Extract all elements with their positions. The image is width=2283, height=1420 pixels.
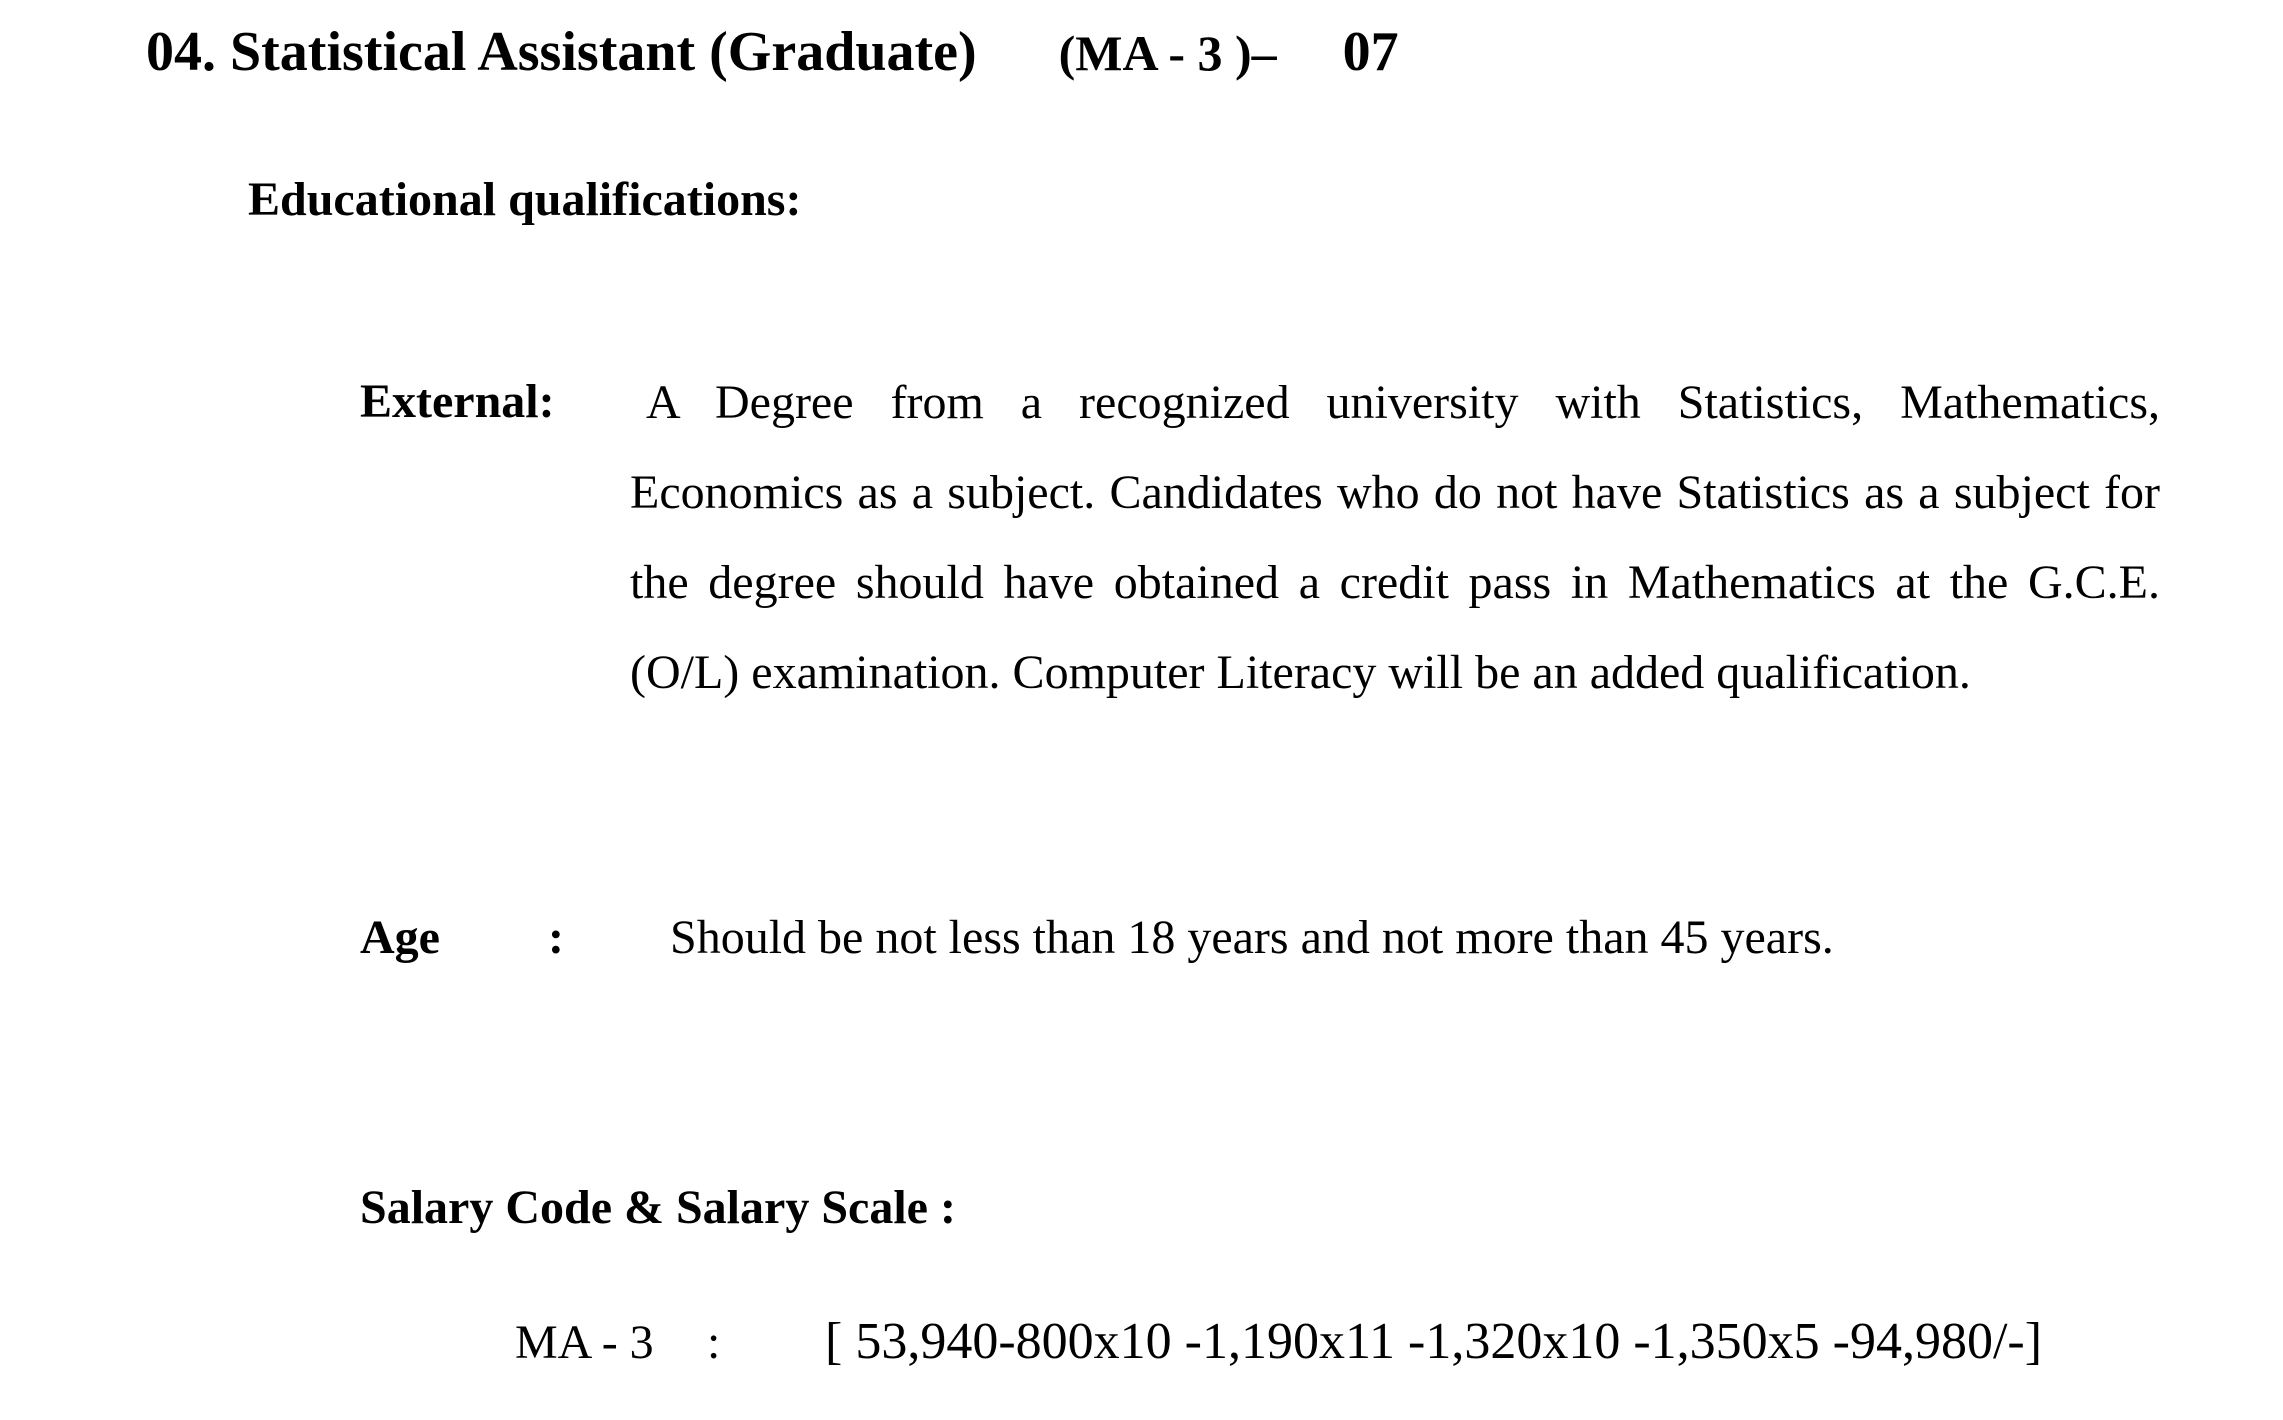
post-salary-code: (MA - 3 )– <box>1058 25 1277 81</box>
post-vacancy-count: 07 <box>1342 21 1399 83</box>
salary-scale-value: [ 53,940-800x10 -1,190x11 -1,320x10 -1,350x5 -94,980/-] <box>825 1313 2043 1370</box>
external-label: External: <box>360 375 555 428</box>
salary-colon: : <box>707 1316 721 1369</box>
education-heading: Educational qualifications: <box>248 173 802 226</box>
post-title: 04. Statistical Assistant (Graduate) <box>146 21 977 83</box>
age-label: Age <box>360 911 440 964</box>
post-heading <box>146 20 1399 84</box>
age-requirement-text: Should be not less than 18 years and not more than 45 years. <box>670 911 1834 964</box>
salary-code: MA - 3 <box>515 1316 654 1369</box>
external-qualification-text: A Degree from a recognized university with Statistics, Mathematics, Economics as a subject. Candidates who do not have Statistics as a subject for the degree should have obtained a credit pass in Mathematics at the G.C.E. (O/L) examination. Computer Literacy will be an added qualification. <box>630 376 2160 699</box>
salary-heading: Salary Code & Salary Scale : <box>360 1181 956 1234</box>
age-colon: : <box>548 911 564 964</box>
